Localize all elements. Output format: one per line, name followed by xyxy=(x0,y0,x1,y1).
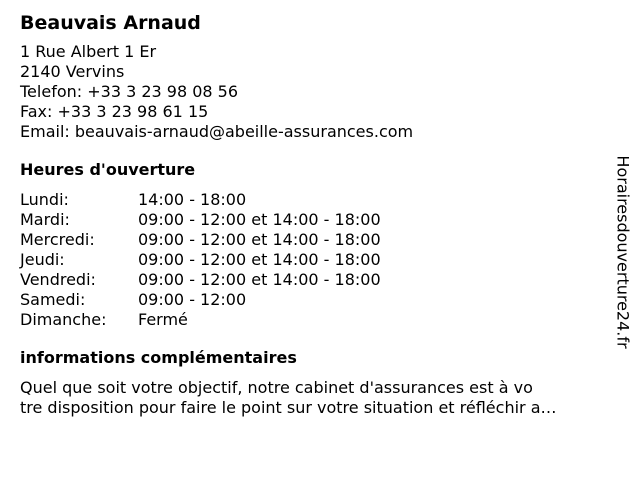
phone-line: Telefon: +33 3 23 98 08 56 xyxy=(20,82,239,101)
hours-time: 09:00 - 12:00 et 14:00 - 18:00 xyxy=(138,250,381,269)
email-line: Email: beauvais-arnaud@abeille-assurances.com xyxy=(20,122,414,141)
hours-time: 09:00 - 12:00 xyxy=(138,290,247,309)
hours-row-mardi xyxy=(20,210,610,230)
hours-day: Mardi: xyxy=(20,210,70,229)
hours-row-lundi xyxy=(20,190,610,210)
info-title: informations complémentaires xyxy=(20,348,297,367)
hours-time: 14:00 - 18:00 xyxy=(138,190,247,209)
hours-day: Vendredi: xyxy=(20,270,96,289)
hours-time: 09:00 - 12:00 et 14:00 - 18:00 xyxy=(138,210,381,229)
business-card xyxy=(20,10,610,418)
business-name: Beauvais Arnaud xyxy=(20,12,201,34)
info-text: Quel que soit votre objectif, notre cabinet d'assurances est à vo tre disposition pour faire le point sur votre situation et réfléchir a… xyxy=(20,378,557,417)
hours-table xyxy=(20,190,610,330)
hours-row-jeudi xyxy=(20,250,610,270)
hours-row-vendredi xyxy=(20,270,610,290)
address-line-2: 2140 Vervins xyxy=(20,62,125,81)
hours-row-dimanche xyxy=(20,310,610,330)
fax-line: Fax: +33 3 23 98 61 15 xyxy=(20,102,209,121)
watermark xyxy=(612,134,634,370)
address-line-1: 1 Rue Albert 1 Er xyxy=(20,42,157,61)
hours-row-mercredi xyxy=(20,230,610,250)
hours-day: Jeudi: xyxy=(20,250,65,269)
hours-day: Lundi: xyxy=(20,190,69,209)
watermark-text: Horairesdouverture24.fr xyxy=(614,155,634,349)
hours-day: Mercredi: xyxy=(20,230,95,249)
hours-time: Fermé xyxy=(138,310,188,329)
hours-day: Dimanche: xyxy=(20,310,107,329)
hours-day: Samedi: xyxy=(20,290,86,309)
hours-time: 09:00 - 12:00 et 14:00 - 18:00 xyxy=(138,270,381,289)
hours-time: 09:00 - 12:00 et 14:00 - 18:00 xyxy=(138,230,381,249)
hours-title: Heures d'ouverture xyxy=(20,160,196,179)
hours-row-samedi xyxy=(20,290,610,310)
